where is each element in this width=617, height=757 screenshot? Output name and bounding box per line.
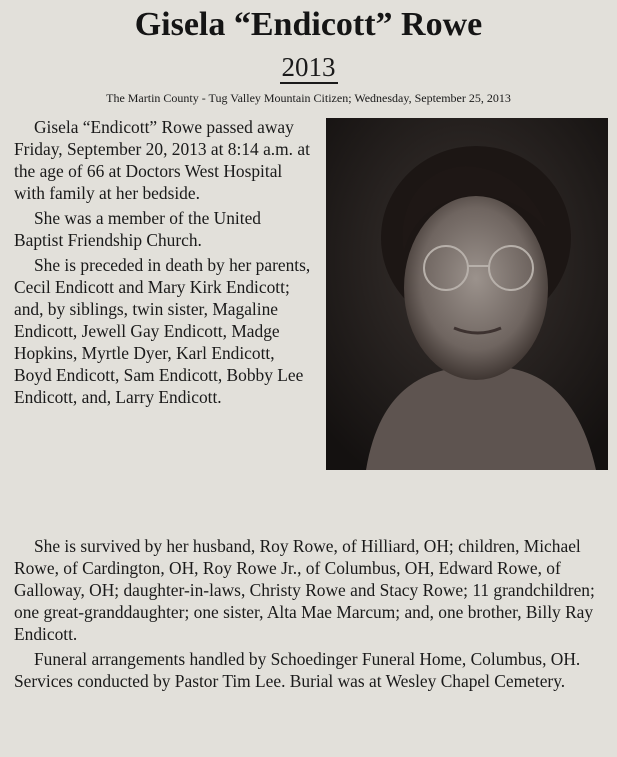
paragraph-survived: She is survived by her husband, Roy Rowe, of Hilliard, OH; children, Michael Rowe, of Cardington, OH, Roy Rowe Jr., of Columbus, OH, Edward Rowe, of Galloway, OH; daughter-in-laws, Christy Rowe and Stacy Rowe; 11 grandchildren; one great-granddaughter; one sister, Alta Mae Marcum; and, one brother, Billy Ray Endicott. [14, 536, 595, 644]
obituary-headline: Gisela “Endicott” Rowe [134, 6, 483, 43]
obituary-year [0, 52, 617, 83]
year-text: 2013 [281, 52, 336, 82]
source-citation: The Martin County - Tug Valley Mountain Citizen; Wednesday, September 25, 2013 [106, 91, 511, 105]
obituary-column-text [14, 116, 314, 408]
paragraph-church: She was a member of the United Baptist Friendship Church. [14, 208, 261, 250]
obituary-wide-text [14, 535, 610, 692]
paragraph-intro: Gisela “Endicott” Rowe passed away Friday, September 20, 2013 at 8:14 a.m. at the age of 66 at Doctors West Hospital with family at her bedside. [14, 117, 310, 203]
paragraph-funeral: Funeral arrangements handled by Schoedinger Funeral Home, Columbus, OH. Services conducted by Pastor Tim Lee. Burial was at Wesley Chapel Cemetery. [14, 649, 581, 691]
portrait-image [326, 118, 608, 470]
portrait-photo [326, 118, 608, 470]
paragraph-preceded: She is preceded in death by her parents, Cecil Endicott and Mary Kirk Endicott; and, by siblings, twin sister, Magaline Endicott, Jewell Gay Endicott, Madge Hopkins, Myrtle Dyer, Karl Endicott, Boyd Endicott, Sam Endicott, Bobby Lee Endicott, and, Larry Endicott. [14, 255, 311, 407]
